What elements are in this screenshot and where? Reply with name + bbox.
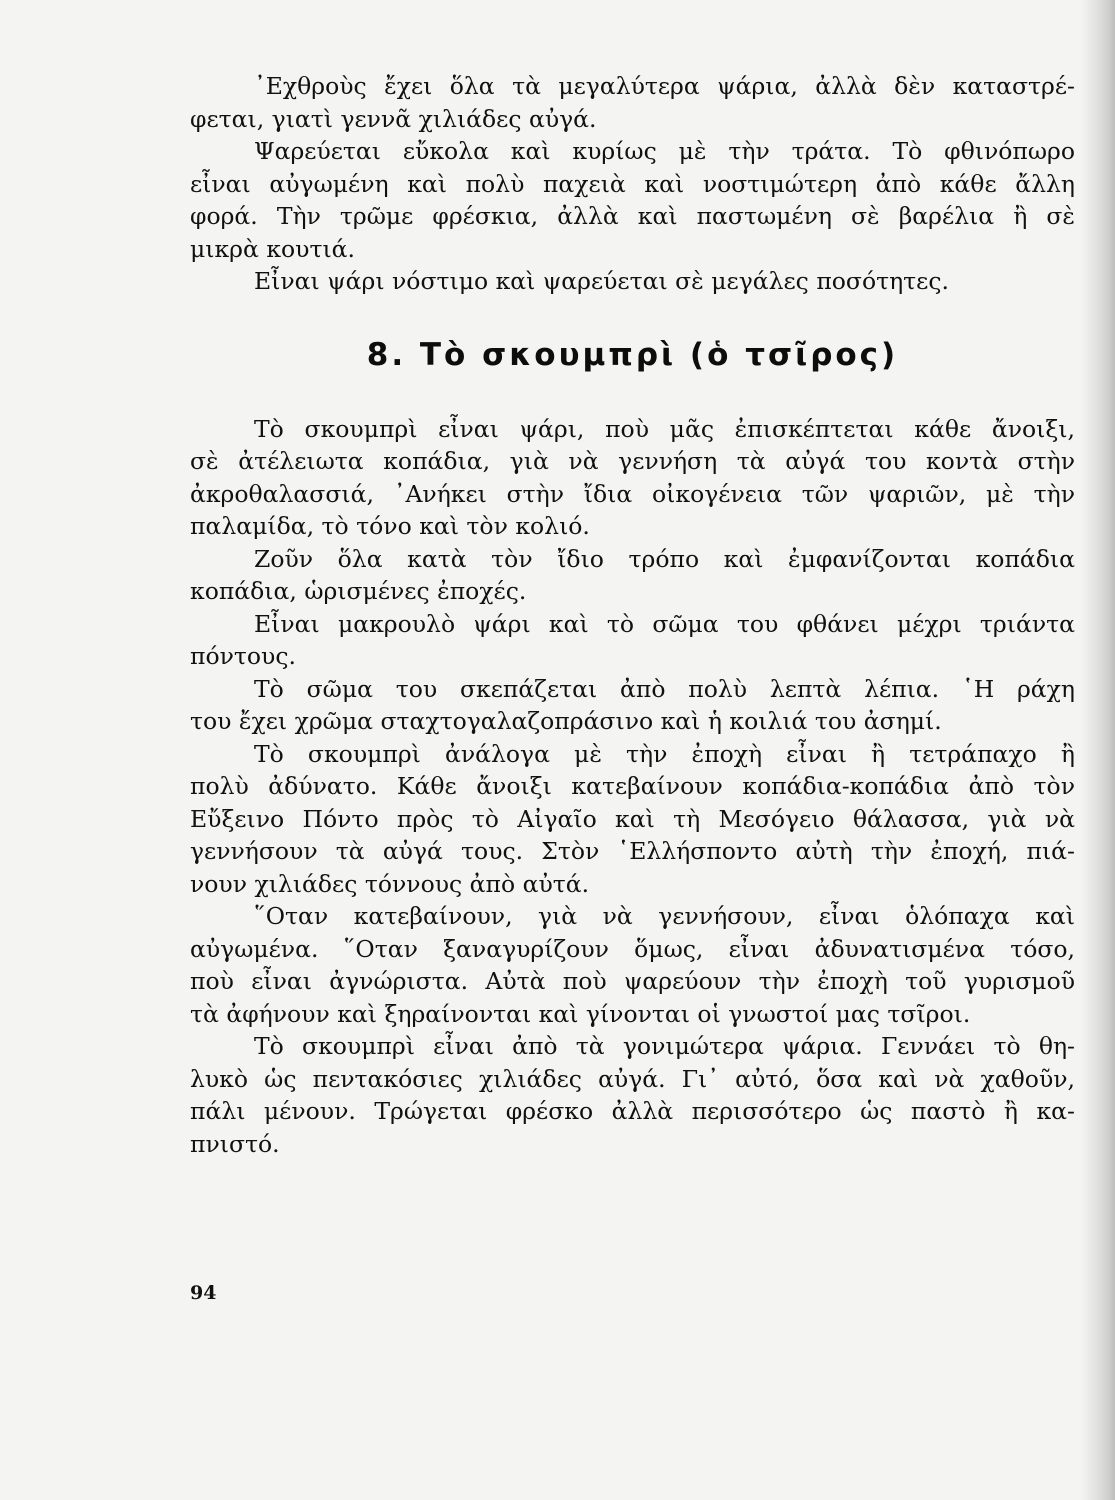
text-line: εἶναι αὐγωμένη καὶ πολὺ παχειὰ καὶ νοστιμώτερη ἀπὸ κάθε ἄλλη	[190, 169, 1075, 198]
text-line: Εὔξεινο Πόντο πρὸς τὸ Αἰγαῖο καὶ τὴ Μεσόγειο θάλασσα, γιὰ νὰ	[190, 804, 1075, 833]
text-line: Τὸ σκουμπρὶ εἶναι ψάρι, ποὺ μᾶς ἐπισκέπτεται κάθε ἄνοιξι,	[254, 414, 1075, 443]
text-line: νουν χιλιάδες τόννους ἀπὸ αὐτά.	[190, 869, 590, 898]
text-line: ποὺ εἶναι ἀγνώριστα. Αὐτὰ ποὺ ψαρεύουν τὴν ἐποχὴ τοῦ γυρισμοῦ	[190, 967, 1075, 995]
page-text	[190, 70, 1075, 1160]
text-line: ἀκροθαλασσιά, ᾿Ανήκει στὴν ἴδια οἰκογένεια τῶν ψαριῶν, μὲ τὴν	[190, 479, 1075, 508]
text-line: ῞Οταν κατεβαίνουν, γιὰ νὰ γεννήσουν, εἶναι ὁλόπαχα καὶ	[254, 902, 1075, 930]
text-line: γεννήσουν τὰ αὐγά τους. Στὸν ῾Ελλήσποντο αὐτὴ τὴν ἐποχή, πιά-	[190, 837, 1075, 865]
text-line: πολὺ ἀδύνατο. Κάθε ἄνοιξι κατεβαίνουν κοπάδια-κοπάδια ἀπὸ τὸν	[190, 772, 1075, 800]
text-line: Τὸ σκουμπρὶ ἀνάλογα μὲ τὴν ἐποχὴ εἶναι ἢ τετράπαχο ἢ	[254, 739, 1075, 768]
text-line: Εἶναι μακρουλὸ ψάρι καὶ τὸ σῶμα του φθάνει μέχρι τριάντα	[254, 609, 1075, 638]
text-line: ᾿Εχθροὺς ἔχει ὅλα τὰ μεγαλύτερα ψάρια, ἀλλὰ δὲν καταστρέ-	[254, 72, 1075, 100]
text-line: πνιστό.	[190, 1129, 280, 1158]
page-binding-shadow	[1081, 0, 1115, 1500]
text-line: παλαμίδα, τὸ τόνο καὶ τὸν κολιό.	[190, 512, 590, 540]
text-line: Ψαρεύεται εὔκολα καὶ κυρίως μὲ τὴν τράτα. Τὸ φθινόπωρο	[254, 137, 1075, 165]
text-line: του ἔχει χρῶμα σταχτογαλαζοπράσινο καὶ ἡ κοιλιά του ἀσημί.	[190, 707, 942, 735]
text-line: φεται, γιατὶ γεννᾶ χιλιάδες αὐγά.	[190, 104, 597, 133]
text-line: λυκὸ ὡς πεντακόσιες χιλιάδες αὐγά. Γι᾿ αὐτό, ὅσα καὶ νὰ χαθοῦν,	[190, 1064, 1075, 1093]
text-line: αὐγωμένα. ῞Οταν ξαναγυρίζουν ὅμως, εἶναι ἀδυνατισμένα τόσο,	[190, 934, 1075, 963]
text-line: κοπάδια, ὡρισμένες ἐποχές.	[190, 577, 527, 605]
text-line: Εἶναι ψάρι νόστιμο καὶ ψαρεύεται σὲ μεγάλες ποσότητες.	[254, 267, 949, 295]
text-line: φορά. Τὴν τρῶμε φρέσκια, ἀλλὰ καὶ παστωμένη σὲ βαρέλια ἢ σὲ	[190, 202, 1075, 230]
text-line: Ζοῦν ὅλα κατὰ τὸν ἴδιο τρόπο καὶ ἐμφανίζονται κοπάδια	[254, 544, 1075, 573]
text-line: μικρὰ κουτιά.	[190, 234, 356, 263]
text-line: τὰ ἀφήνουν καὶ ξηραίνονται καὶ γίνονται οἱ γνωστοί μας τσῖροι.	[190, 999, 971, 1028]
text-line: πάλι μένουν. Τρώγεται φρέσκο ἀλλὰ περισσότερο ὡς παστὸ ἢ κα-	[190, 1097, 1075, 1125]
text-line: σὲ ἀτέλειωτα κοπάδια, γιὰ νὰ γεννήση τὰ αὐγά του κοντὰ στὴν	[190, 447, 1075, 475]
text-line: Τὸ σῶμα του σκεπάζεται ἀπὸ πολὺ λεπτὰ λέπια. ῾Η ράχη	[254, 674, 1075, 703]
text-line: πόντους.	[190, 642, 296, 670]
page-number: 94	[190, 1282, 217, 1304]
text-line: Τὸ σκουμπρὶ εἶναι ἀπὸ τὰ γονιμώτερα ψάρια. Γεννάει τὸ θη-	[254, 1032, 1075, 1060]
section-heading: 8. Τὸ σκουμπρὶ (ὁ τσῖρος)	[366, 336, 899, 373]
